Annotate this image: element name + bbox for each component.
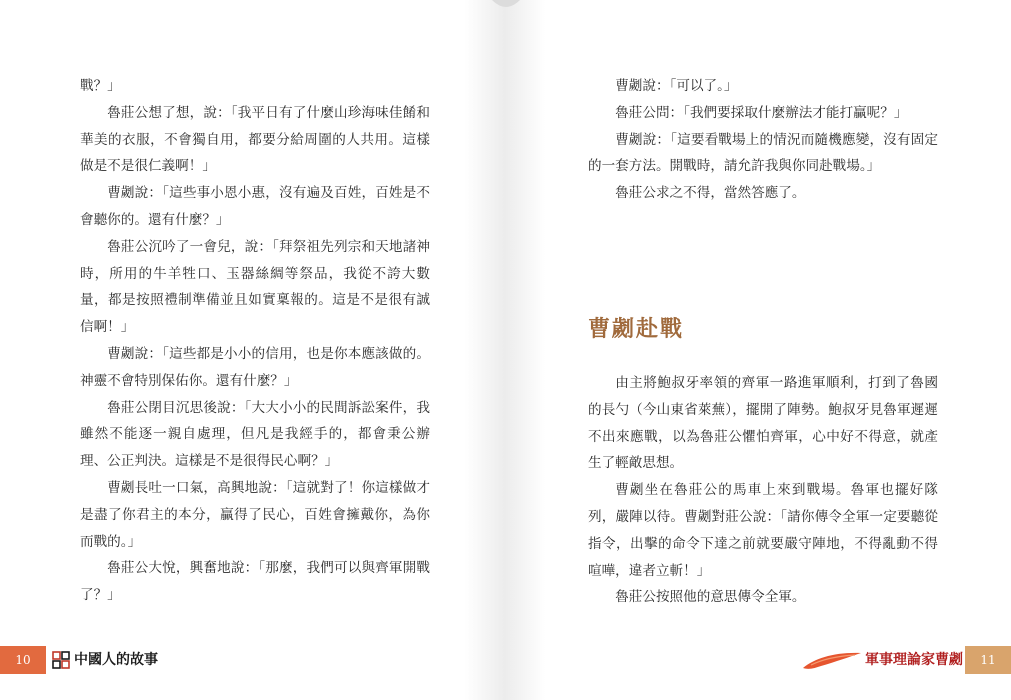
paragraph: 戰？」 — [80, 78, 121, 94]
paragraph: 魯莊公求之不得，當然答應了。 — [615, 185, 806, 202]
paragraph: 魯莊公沉吟了一會兒，說：「拜祭祖先列宗和天地諸神時，所用的牛羊牲口、玉器絲綢等祭品，我從不誇大數量，都是按照禮制準備並且如實稟報的。這是不是很有誠信啊！」 — [80, 238, 430, 336]
paragraph: 魯莊公大悅，興奮地說：「那麼，我們可以與齊軍開戰了？」 — [80, 560, 430, 604]
paragraph: 曹劌說：「可以了。」 — [615, 78, 738, 94]
left-page — [0, 0, 505, 700]
book-title: 中國人的故事 — [74, 652, 158, 668]
paragraph: 魯莊公閉目沉思後說：「大大小小的民間訴訟案件，我雖然不能逐一親自處理，但凡是我經手的，都會秉公辦理、公正判決。這樣是不是很得民心啊？」 — [80, 399, 430, 470]
right-page — [505, 0, 1011, 700]
left-page-text — [80, 73, 430, 609]
paragraph: 曹劌說：「這些事小恩小惠，沒有遍及百姓，百姓是不會聽你的。還有什麼？」 — [80, 185, 430, 228]
paragraph: 魯莊公問：「我們要採取什麼辦法才能打贏呢？」 — [615, 104, 908, 121]
section-title: 曹劌赴戰 — [588, 316, 685, 342]
left-footer — [0, 646, 200, 674]
left-page-number: 10 — [0, 646, 46, 674]
right-page-number: 11 — [965, 646, 1011, 674]
paragraph: 魯莊公按照他的意思傳令全軍。 — [615, 589, 806, 606]
right-footer — [801, 646, 1011, 674]
paragraph: 曹劌說：「這要看戰場上的情況而隨機應變，沒有固定的一套方法。開戰時，請允許我與你同赴戰場。」 — [588, 131, 938, 175]
brush-stroke-icon — [801, 650, 865, 672]
right-page-text-bottom — [588, 370, 938, 611]
paragraph: 曹劌說：「這些都是小小的信用，也是你本應該做的。神靈不會特別保佑你。還有什麼？」 — [80, 345, 430, 389]
gutter-shadow — [492, 0, 520, 14]
right-page-text-top — [588, 73, 938, 207]
paragraph: 魯莊公想了想，說：「我平日有了什麼山珍海味佳餚和華美的衣服，不會獨自用，都要分給周圍的人共用。這樣做是不是很仁義啊！」 — [80, 104, 430, 175]
paragraph: 曹劌長吐一口氣，高興地說：「這就對了！你這樣做才是盡了你君主的本分，贏得了民心，百姓會擁戴你，為你而戰的。」 — [80, 479, 430, 550]
paragraph: 曹劌坐在魯莊公的馬車上來到戰場。魯軍也擺好隊列，嚴陣以待。曹劌對莊公說：「請你傳令全軍一定要聽從指令，出擊的命令下達之前就要嚴守陣地，不得亂動不得喧嘩，違者立斬！」 — [588, 482, 938, 579]
paragraph: 由主將鮑叔牙率領的齊軍一路進軍順利，打到了魯國的長勺（今山東省萊蕪），擺開了陣勢。鮑叔牙見魯軍遲遲不出來應戰，以為魯莊公懼怕齊軍，心中好不得意，就產生了輕敵思想。 — [588, 375, 938, 472]
book-logo-icon — [52, 651, 70, 669]
chapter-title: 軍事理論家曹劌 — [865, 652, 963, 668]
